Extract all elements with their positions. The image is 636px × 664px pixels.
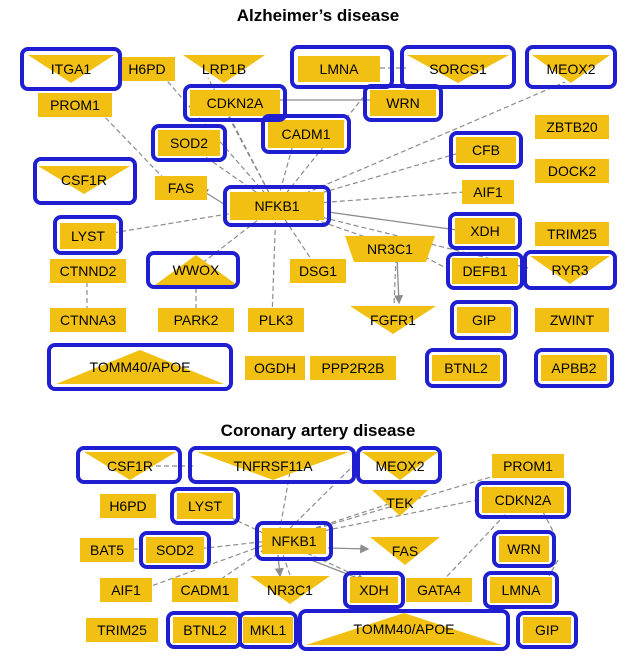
cad-node-cdkn2a: CDKN2A xyxy=(482,487,564,513)
cad-node-btnl2: BTNL2 xyxy=(173,617,237,643)
node-zbtb20: ZBTB20 xyxy=(535,115,609,139)
cad-node-tomm40-apoe: TOMM40/APOE xyxy=(306,613,502,645)
edge-arrow xyxy=(328,212,464,231)
node-meox2: MEOX2 xyxy=(532,55,610,83)
node-wwox: WWOX xyxy=(155,255,237,285)
node-ppp2r2b: PPP2R2B xyxy=(310,356,396,380)
node-h6pd: H6PD xyxy=(119,57,175,81)
node-sod2: SOD2 xyxy=(158,130,220,156)
cad-node-sod2: SOD2 xyxy=(146,537,204,563)
node-park2: PARK2 xyxy=(158,308,234,332)
coronary-title: Coronary artery disease xyxy=(220,421,416,440)
node-sorcs1: SORCS1 xyxy=(407,55,509,83)
cad-node-cadm1: CADM1 xyxy=(172,578,238,602)
node-fas: FAS xyxy=(155,176,207,200)
node-wrn: WRN xyxy=(370,90,436,116)
cad-node-gata4: GATA4 xyxy=(406,578,472,602)
cad-node-csf1r: CSF1R xyxy=(84,452,176,480)
node-nfkb1: NFKB1 xyxy=(230,192,324,220)
cad-node-h6pd: H6PD xyxy=(100,494,156,518)
node-ctnnd2: CTNND2 xyxy=(50,259,126,283)
cad-node-gip: GIP xyxy=(523,617,571,643)
cad-node-trim25: TRIM25 xyxy=(86,618,158,642)
node-apbb2: APBB2 xyxy=(541,355,607,381)
node-dsg1: DSG1 xyxy=(290,259,346,283)
cad-node-bat5: BAT5 xyxy=(80,538,134,562)
node-fgfr1: FGFR1 xyxy=(350,306,436,334)
cad-node-lmna: LMNA xyxy=(490,577,552,603)
node-csf1r: CSF1R xyxy=(38,166,130,194)
node-lrp1b: LRP1B xyxy=(183,55,265,83)
node-nr3c1: NR3C1 xyxy=(345,236,435,262)
node-defb1: DEFB1 xyxy=(452,258,518,284)
cad-node-tek: TEK xyxy=(372,490,428,516)
node-itga1: ITGA1 xyxy=(28,55,114,83)
alzheimers-title: Alzheimer’s disease xyxy=(236,6,400,25)
node-lyst: LYST xyxy=(60,223,116,249)
node-trim25: TRIM25 xyxy=(535,222,609,246)
cad-node-tnfrsf11a: TNFRSF11A xyxy=(197,452,349,480)
cad-node-nr3c1: NR3C1 xyxy=(250,576,330,604)
node-gip: GIP xyxy=(457,307,511,333)
cad-node-aif1: AIF1 xyxy=(100,578,152,602)
node-ryr3: RYR3 xyxy=(530,256,610,284)
cad-node-wrn: WRN xyxy=(499,536,549,562)
cad-node-nfkb1: NFKB1 xyxy=(262,528,326,554)
node-cdkn2a: CDKN2A xyxy=(190,90,280,116)
cad-node-lyst: LYST xyxy=(177,493,233,519)
cad-node-mkl1: MKL1 xyxy=(243,617,293,643)
node-lmna: LMNA xyxy=(298,56,380,82)
edge xyxy=(394,258,396,305)
node-dock2: DOCK2 xyxy=(535,159,609,183)
cad-node-meox2: MEOX2 xyxy=(362,452,438,480)
node-cadm1: CADM1 xyxy=(268,120,344,148)
node-plk3: PLK3 xyxy=(248,308,304,332)
node-cfb: CFB xyxy=(456,137,516,163)
cad-node-prom1: PROM1 xyxy=(492,454,564,478)
node-aif1: AIF1 xyxy=(462,180,514,204)
node-prom1: PROM1 xyxy=(38,93,112,117)
node-tomm40-apoe: TOMM40/APOE xyxy=(56,350,224,384)
cad-node-xdh: XDH xyxy=(350,577,398,603)
node-xdh: XDH xyxy=(455,218,515,244)
node-btnl2: BTNL2 xyxy=(432,355,500,381)
edge-arrow xyxy=(328,548,368,549)
node-zwint: ZWINT xyxy=(535,308,609,332)
node-ctnna3: CTNNA3 xyxy=(50,308,126,332)
edge-arrow xyxy=(397,258,399,303)
cad-node-fas: FAS xyxy=(370,537,440,565)
node-ogdh: OGDH xyxy=(245,356,305,380)
